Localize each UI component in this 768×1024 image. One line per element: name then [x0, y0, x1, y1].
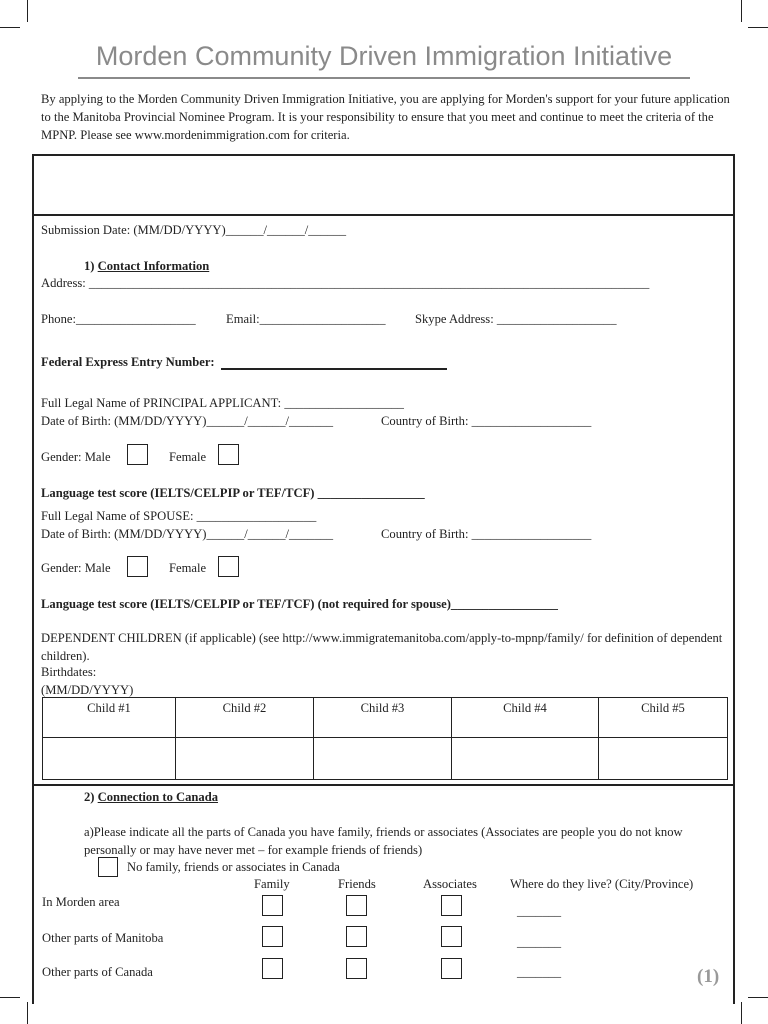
spouse-gender-female-label: Female	[169, 561, 207, 575]
principal-gender-female-label: Female	[169, 450, 207, 464]
manitoba-associates-checkbox[interactable]	[441, 926, 462, 947]
connection-question: a)Please indicate all the parts of Canada you have family, friends or associates (Associates are people you do not know personally or may have never met – for example friends of friends)	[84, 825, 683, 857]
skype-field[interactable]: Skype Address: ___________________	[415, 312, 617, 326]
address-field[interactable]: Address: _________________________________________________________________________________________	[41, 276, 650, 290]
connection-heading-label: Connection to Canada	[97, 790, 219, 804]
crop-mark	[748, 997, 768, 998]
morden-family-checkbox[interactable]	[262, 895, 283, 916]
child-3-birthdate[interactable]	[314, 738, 452, 780]
crop-mark	[741, 0, 742, 22]
dependents-note: DEPENDENT CHILDREN (if applicable) (see http://www.immigratemanitoba.com/apply-to-mpnp/family/ for definition of dependent children).	[41, 631, 723, 663]
child-4-birthdate[interactable]	[452, 738, 599, 780]
row-canada-label: Other parts of Canada	[42, 965, 153, 979]
page-title: Morden Community Driven Immigration Initiative	[95, 41, 673, 71]
canada-family-checkbox[interactable]	[262, 958, 283, 979]
row-morden-label: In Morden area	[42, 895, 120, 909]
no-connection-checkbox[interactable]	[98, 857, 118, 877]
principal-male-checkbox[interactable]	[127, 444, 148, 465]
connection-heading	[84, 789, 218, 805]
crop-mark	[741, 1002, 742, 1024]
spouse-dob-field[interactable]: Date of Birth: (MM/DD/YYYY)______/______/_______	[41, 527, 334, 541]
birthdates-format: (MM/DD/YYYY)	[41, 683, 134, 697]
crop-mark	[0, 997, 20, 998]
child-5-header: Child #5	[599, 698, 728, 738]
principal-female-checkbox[interactable]	[218, 444, 239, 465]
email-field[interactable]: Email:____________________	[226, 312, 386, 326]
spouse-cob-field[interactable]: Country of Birth: ___________________	[381, 527, 592, 541]
morden-associates-checkbox[interactable]	[441, 895, 462, 916]
morden-friends-checkbox[interactable]	[346, 895, 367, 916]
intro-paragraph: By applying to the Morden Community Driven Immigration Initiative, you are applying for Morden's support for your future application to the Manitoba Provincial Nominee Program. It is your responsibility to ensure that you meet and continue to meet the criteria of the MPNP. Please see www.mordenimmigration.com for criteria.	[41, 92, 730, 142]
canada-friends-checkbox[interactable]	[346, 958, 367, 979]
child-2-birthdate[interactable]	[176, 738, 314, 780]
child-1-birthdate[interactable]	[43, 738, 176, 780]
spouse-gender-male-label: Gender: Male	[41, 561, 111, 575]
canada-location-field[interactable]: _______	[517, 965, 562, 979]
spouse-name-field[interactable]: Full Legal Name of SPOUSE: ___________________	[41, 509, 317, 523]
canada-associates-checkbox[interactable]	[441, 958, 462, 979]
birthdates-label: Birthdates:	[41, 665, 97, 679]
manitoba-family-checkbox[interactable]	[262, 926, 283, 947]
crop-mark	[27, 1002, 28, 1024]
connection-section-frame-left	[32, 784, 34, 1004]
child-2-header: Child #2	[176, 698, 314, 738]
spouse-language-score[interactable]: Language test score (IELTS/CELPIP or TEF/TCF) (not required for spouse)_________________	[41, 597, 558, 611]
child-4-header: Child #4	[452, 698, 599, 738]
crop-mark	[748, 27, 768, 28]
no-connection-label: No family, friends or associates in Canada	[127, 860, 340, 874]
morden-location-field[interactable]: _______	[517, 904, 562, 918]
connection-section-frame-right	[733, 784, 735, 1004]
principal-dob-field[interactable]: Date of Birth: (MM/DD/YYYY)______/______/_______	[41, 414, 334, 428]
spouse-female-checkbox[interactable]	[218, 556, 239, 577]
phone-field[interactable]: Phone:___________________	[41, 312, 196, 326]
col-family: Family	[254, 877, 290, 891]
contact-number: 1)	[84, 259, 95, 273]
connection-number: 2)	[84, 790, 95, 804]
crop-mark	[27, 0, 28, 22]
contact-heading	[84, 258, 209, 274]
principal-language-score[interactable]: Language test score (IELTS/CELPIP or TEF/TCF) _________________	[41, 486, 425, 500]
child-5-birthdate[interactable]	[599, 738, 728, 780]
row-manitoba-label: Other parts of Manitoba	[42, 931, 164, 945]
col-associates: Associates	[423, 877, 477, 891]
principal-cob-field[interactable]: Country of Birth: ___________________	[381, 414, 592, 428]
child-1-header: Child #1	[43, 698, 176, 738]
contact-heading-label: Contact Information	[97, 259, 210, 273]
manitoba-location-field[interactable]: _______	[517, 935, 562, 949]
principal-gender-male-label: Gender: Male	[41, 450, 111, 464]
col-where: Where do they live? (City/Province)	[510, 877, 694, 891]
principal-name-field[interactable]: Full Legal Name of PRINCIPAL APPLICANT: ___________________	[41, 396, 404, 410]
child-3-header: Child #3	[314, 698, 452, 738]
submission-date[interactable]: Submission Date: (MM/DD/YYYY)______/______/______	[41, 223, 347, 237]
form-header-box	[32, 154, 735, 216]
manitoba-friends-checkbox[interactable]	[346, 926, 367, 947]
fedex-entry-label: Federal Express Entry Number:	[41, 355, 215, 369]
fedex-entry-field[interactable]	[221, 368, 447, 370]
title-rule	[78, 77, 690, 79]
spouse-male-checkbox[interactable]	[127, 556, 148, 577]
crop-mark	[0, 27, 20, 28]
children-table	[42, 697, 728, 780]
col-friends: Friends	[338, 877, 376, 891]
page-number: (1)	[697, 966, 720, 987]
